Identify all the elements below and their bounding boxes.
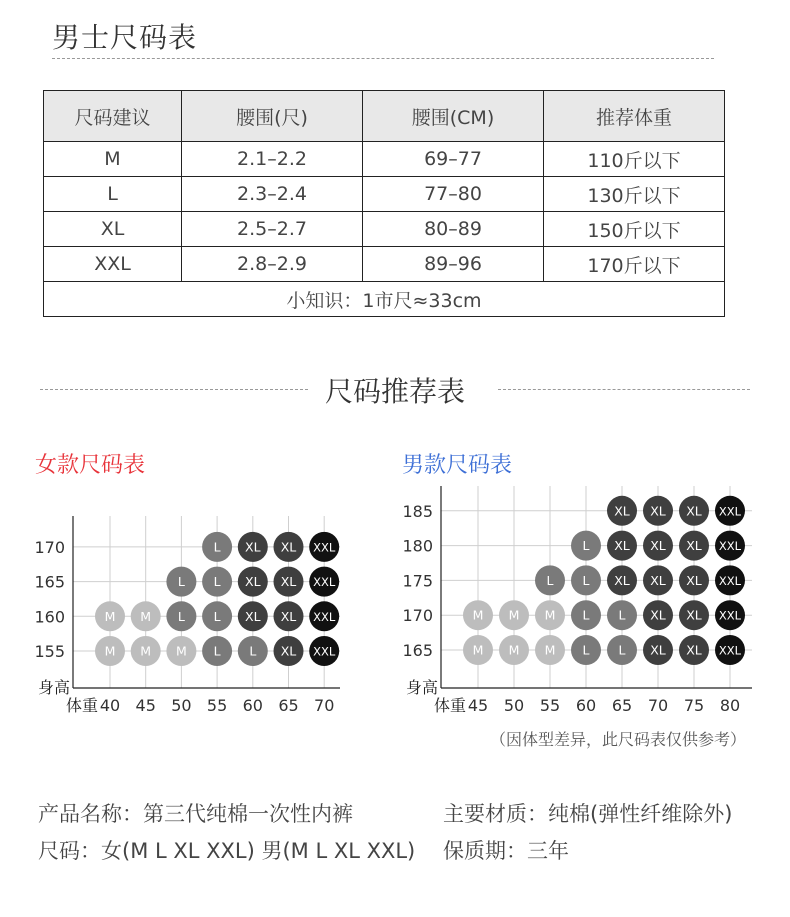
y-tick-label: 185 [402, 501, 433, 521]
size-point-label: XL [245, 574, 261, 590]
size-point-label: XL [280, 608, 297, 624]
x-tick-label: 65 [611, 696, 633, 715]
x-tick-label: 45 [135, 696, 156, 715]
size-point-label: XXL [718, 643, 742, 658]
size-point-label: M [140, 643, 152, 659]
size-point-label: XL [614, 503, 630, 519]
size-point-label: M [508, 642, 520, 658]
x-tick-label: 55 [206, 696, 228, 715]
cell-waist-cm: 69–77 [363, 142, 544, 177]
x-tick-label: 80 [719, 696, 741, 715]
x-tick-label: 40 [99, 696, 121, 715]
cell-weight: 110斤以下 [544, 142, 725, 177]
size-point-label: L [177, 574, 185, 590]
y-tick-label: 165 [402, 641, 433, 660]
size-point-label: XXL [718, 608, 742, 623]
product-material: 主要材质：纯棉(弹性纤维除外) [443, 802, 733, 826]
x-tick-label: 75 [683, 696, 705, 715]
size-point-label: XL [650, 538, 666, 554]
product-sizes: 尺码：女(M L XL XXL) 男(M L XL XXL) [38, 839, 416, 863]
size-point-label: M [508, 607, 520, 623]
cell-size: L [44, 177, 182, 212]
header-weight: 推荐体重 [544, 91, 725, 142]
cell-waist-cm: 80–89 [363, 212, 544, 247]
cell-waist-chi: 2.3–2.4 [182, 177, 363, 212]
x-axis-label: 体重 [65, 696, 98, 715]
x-tick-label: 70 [647, 696, 669, 715]
x-tick-label: 65 [278, 696, 299, 715]
x-tick-label: 60 [242, 696, 263, 715]
cell-weight: 130斤以下 [544, 177, 725, 212]
size-point-label: L [618, 642, 626, 658]
size-point-label: L [546, 572, 554, 588]
women-chart-title: 女款尺码表 [35, 453, 146, 478]
cell-size: XXL [44, 247, 182, 282]
size-point-label: L [582, 538, 590, 554]
size-point-label: XL [245, 539, 261, 555]
size-point-label: XL [686, 607, 702, 623]
size-point-label: L [177, 608, 185, 624]
disclaimer: （因体型差异，此尺码表仅供参考） [490, 730, 747, 749]
size-point-label: XL [245, 608, 261, 624]
size-point-label: L [213, 608, 221, 624]
cell-size: XL [44, 212, 182, 247]
size-point-label: XL [650, 642, 666, 658]
y-tick-label: 175 [402, 571, 433, 591]
x-axis-label: 体重 [433, 696, 466, 715]
size-point-label: M [472, 607, 484, 623]
size-point-label: L [582, 572, 590, 588]
cell-waist-chi: 2.8–2.9 [182, 247, 363, 282]
recommend-title: 尺码推荐表 [324, 375, 465, 408]
size-point-label: L [582, 607, 590, 623]
size-point-label: XL [280, 539, 297, 555]
size-point-label: XL [686, 642, 702, 658]
y-axis-label: 身高 [37, 678, 70, 697]
header-waist-cm: 腰围(CM) [363, 91, 544, 142]
men-chart-title: 男款尺码表 [402, 453, 513, 478]
size-point-label: XXL [718, 573, 742, 588]
y-tick-label: 180 [402, 536, 433, 556]
size-point-label: XL [650, 503, 666, 519]
product-shelf-life: 保质期：三年 [443, 839, 569, 863]
size-point-label: XXL [313, 609, 336, 624]
size-point-label: L [249, 643, 257, 659]
size-point-label: L [213, 574, 221, 590]
size-point-label: XL [280, 643, 297, 659]
size-point-label: M [472, 642, 484, 658]
size-point-label: M [544, 642, 556, 658]
size-point-label: L [618, 607, 626, 623]
size-point-label: XL [614, 572, 630, 588]
size-point-label: M [104, 608, 116, 624]
size-point-label: XL [686, 572, 702, 588]
x-tick-label: 55 [539, 696, 561, 715]
size-point-label: XXL [718, 539, 742, 554]
header-size: 尺码建议 [44, 91, 182, 142]
cell-size: M [44, 142, 182, 177]
size-point-label: XL [614, 538, 630, 554]
y-tick-label: 160 [34, 607, 65, 627]
x-tick-label: 45 [467, 696, 489, 715]
size-point-label: L [582, 642, 590, 658]
size-point-label: XL [686, 503, 702, 519]
header-waist-chi: 腰围(尺) [182, 91, 363, 142]
size-point-label: XL [280, 574, 297, 590]
size-point-label: XXL [313, 540, 336, 555]
size-point-label: M [544, 607, 556, 623]
size-point-label: M [104, 643, 116, 659]
y-tick-label: 170 [402, 606, 433, 626]
x-tick-label: 50 [503, 696, 525, 715]
size-point-label: M [140, 608, 152, 624]
size-point-label: L [213, 539, 221, 555]
x-tick-label: 60 [575, 696, 597, 715]
cell-waist-cm: 77–80 [363, 177, 544, 212]
page-title: 男士尺码表 [52, 21, 198, 54]
cell-waist-chi: 2.1–2.2 [182, 142, 363, 177]
cell-weight: 170斤以下 [544, 247, 725, 282]
x-tick-label: 50 [171, 696, 192, 715]
size-point-label: XL [686, 538, 702, 554]
size-point-label: XXL [313, 644, 336, 659]
size-point-label: L [213, 643, 221, 659]
y-tick-label: 165 [34, 572, 65, 592]
y-tick-label: 170 [34, 537, 65, 557]
x-tick-label: 70 [314, 696, 335, 715]
y-axis-label: 身高 [405, 678, 438, 697]
table-note: 小知识：1市尺≈33cm [44, 282, 725, 317]
size-point-label: M [176, 643, 187, 659]
y-tick-label: 155 [34, 642, 65, 661]
product-name: 产品名称：第三代纯棉一次性内裤 [38, 802, 353, 826]
size-point-label: XXL [718, 504, 742, 519]
size-point-label: XL [650, 607, 666, 623]
cell-waist-chi: 2.5–2.7 [182, 212, 363, 247]
size-point-label: XXL [313, 575, 336, 590]
size-point-label: XL [650, 572, 666, 588]
cell-weight: 150斤以下 [544, 212, 725, 247]
cell-waist-cm: 89–96 [363, 247, 544, 282]
